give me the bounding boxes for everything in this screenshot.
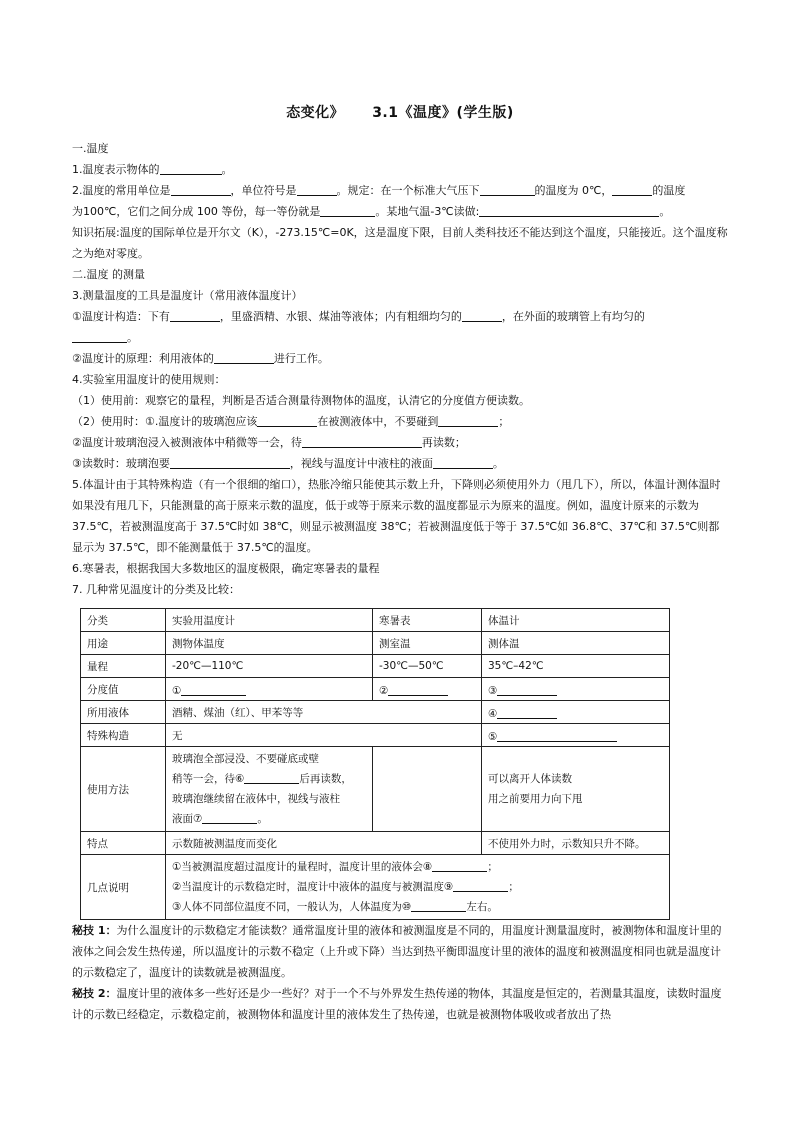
table-row: 量程 -20℃—110℃ -30℃—50℃ 35℃–42℃ <box>81 655 670 678</box>
blank-line[interactable] <box>257 413 317 427</box>
blank-line[interactable] <box>453 878 508 892</box>
knowledge-extension: 知识拓展:温度的国际单位是开尔文（K），-273.15℃=0K，这是温度下限，目前人类科技还不能达到这个温度，只能接近。这个温度称之为绝对零度。 <box>72 226 728 260</box>
table-row: 特殊构造 无 ⑤ <box>81 724 670 747</box>
blank-line[interactable] <box>432 858 487 872</box>
tip-2: 秘技 2：温度计里的液体多一些好还是少一些好？对于一个不与外界发生热传递的物体，其温度是恒定的，若测量其温度，读数时温度计的示数已经稳定，示数稳定前，被测物体和温度计里的液体发生了热传递，也就是被测物体吸收或者放出了热 <box>72 987 722 1021</box>
blank-line[interactable] <box>244 770 299 784</box>
blank-line[interactable] <box>72 329 127 343</box>
item-4: 4.实验室用温度计的使用规则： <box>72 373 226 386</box>
title-part-2: 3.1《温度》(学生版) <box>372 105 514 121</box>
thermometer-comparison-table <box>80 608 670 920</box>
blank-line[interactable] <box>170 308 220 322</box>
section-heading-temperature: 一.温度 <box>72 142 109 155</box>
blank-line[interactable] <box>497 682 557 696</box>
table-row: 分度值 ① ② ③ <box>81 678 670 701</box>
table-row: 分类 实验用温度计 寒暑表 体温计 <box>81 609 670 632</box>
blank-line[interactable] <box>433 455 493 469</box>
title-part-1: 态变化》 <box>286 105 345 121</box>
blank-line[interactable] <box>480 182 535 196</box>
item-6: 6.寒暑表，根据我国大多数地区的温度极限，确定寒暑表的量程 <box>72 562 380 575</box>
blank-line[interactable] <box>302 434 422 448</box>
blank-line[interactable] <box>411 898 466 912</box>
usage-during: （2）使用时：①.温度计的玻璃泡应该 在被测液体中，不要碰到 ； <box>72 415 510 428</box>
blank-line[interactable] <box>388 682 448 696</box>
question-2-cont: 为100℃，它们之间分成 100 等份，每一等份就是 。某地气温-3℃读做: 。 <box>72 205 671 218</box>
table-row: 几点说明 ①当被测温度超过温度计的量程时，温度计里的液体会⑧ ； ②当温度计的示数稳定时，温度计中液体的温度与被测温度⑨ ； ③人体不同部位温度不同，一般认为，人体温度为⑩ 左右。 <box>81 855 670 920</box>
item-5-clinical-thermometer: 5.体温计由于其特殊构造（有一个很细的缩口），热胀冷缩只能使其示数上升，下降则必须使用外力（甩几下），所以，体温计测体温时如果没有甩几下，只能测量的高于原来示数的温度，低于或等于原来示数的温度都显示为原来的温度。例如，温度计原来的示数为 37.5℃，若被测温度高于 37.5℃时如 38℃，则显示被测温度 38℃；若被测温度低于等于 37.5℃如 36.8℃、37℃和 37.5℃则都显示为 37.5℃，即不能测量低于 37.5℃的温度。 <box>72 478 721 554</box>
item-7: 7. 几种常见温度计的分类及比较： <box>72 583 240 596</box>
blank-line[interactable] <box>214 350 274 364</box>
item-3: 3.测量温度的工具是温度计（常用液体温度计） <box>72 289 303 302</box>
content-body <box>72 138 728 600</box>
question-2: 2.温度的常用单位是 ，单位符号是 。规定：在一个标准大气压下 的温度为 0℃， 的温度 <box>72 184 686 197</box>
blank-line[interactable] <box>297 182 337 196</box>
usage-before: （1）使用前：观察它的量程，判断是否适合测量待测物体的温度，认清它的分度值方便读数。 <box>72 394 530 407</box>
item-3-principle: ②温度计的原理：利用液体的 进行工作。 <box>72 352 329 365</box>
blank-line[interactable] <box>160 161 222 175</box>
table-row: 所用液体 酒精、煤油（红）、甲苯等等 ④ <box>81 701 670 724</box>
question-1: 1.温度表示物体的 。 <box>72 163 233 176</box>
usage-wait: ②温度计玻璃泡浸入被测液体中稍微等一会，待 再读数； <box>72 436 466 449</box>
blank-line[interactable] <box>612 182 652 196</box>
blank-line[interactable] <box>181 682 246 696</box>
section-heading-measurement: 二.温度 的测量 <box>72 268 145 281</box>
blank-line[interactable] <box>462 308 502 322</box>
blank-line[interactable] <box>497 728 617 742</box>
blank-line[interactable] <box>171 182 231 196</box>
blank-line[interactable] <box>497 705 557 719</box>
item-3-construction: ①温度计构造：下有 ，里盛酒精、水银、煤油等液体；内有粗细均匀的 ，在外面的玻璃管上有均匀的 <box>72 310 645 323</box>
blank-line[interactable] <box>438 413 498 427</box>
blank-line[interactable] <box>202 810 257 824</box>
table-row: 使用方法 玻璃泡全部浸没、不要碰底或壁 稍等一会，待⑥ 后再读数， 玻璃泡继续留在液体中，视线与液柱 液面⑦ 。 可以离开人体读数 用之前要用力向下甩 <box>81 747 670 832</box>
tip-1: 秘技 1：为什么温度计的示数稳定才能读数？通常温度计里的液体和被测温度是不同的，用温度计测量温度时，被测物体和温度计里的液体之间会发生热传递，所以温度计的示数不稳定（上升或下降）当达到热平衡即温度计里的液体的温度和被测温度相同也就是温度计的示数稳定了，温度计的读数就是被测温度。 <box>72 924 722 979</box>
blank-line[interactable] <box>479 203 659 217</box>
page-title <box>72 102 728 122</box>
table-row: 特点 示数随被测温度而变化 不使用外力时，示数知只升不降。 <box>81 832 670 855</box>
tips-section <box>72 920 728 1025</box>
item-3-construction-cont: 。 <box>72 327 728 348</box>
blank-line[interactable] <box>170 455 290 469</box>
blank-line[interactable] <box>320 203 375 217</box>
table-row: 用途 测物体温度 测室温 测体温 <box>81 632 670 655</box>
usage-reading: ③读数时：玻璃泡要 ，视线与温度计中液柱的液面 。 <box>72 457 504 470</box>
